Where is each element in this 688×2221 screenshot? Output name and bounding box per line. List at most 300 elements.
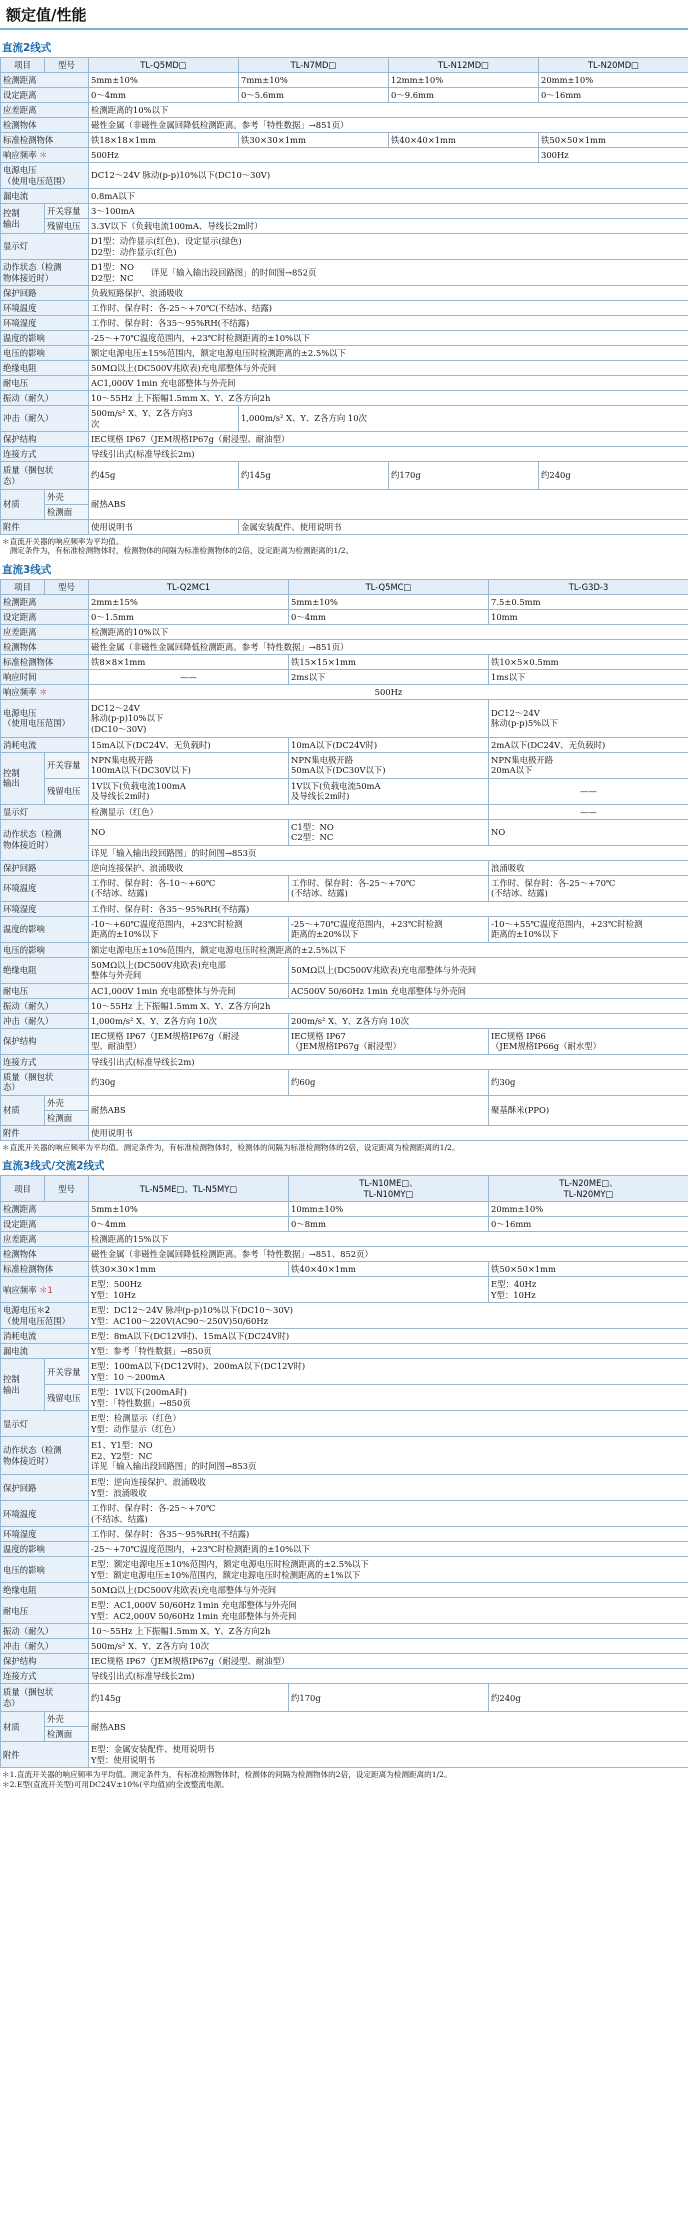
header-item: 项目 bbox=[1, 1176, 45, 1202]
table-row bbox=[1, 1329, 688, 1344]
table-row bbox=[1, 983, 688, 998]
cell: 10mA以下(DC24V时) bbox=[289, 737, 489, 752]
table-row bbox=[1, 1654, 688, 1669]
cell: 2ms以下 bbox=[289, 669, 489, 684]
cell: 工作时、保存时：各-25～+70℃ (不结冰、结露) bbox=[489, 875, 688, 901]
row-label: 冲击（耐久） bbox=[1, 1013, 89, 1028]
table-row bbox=[1, 845, 688, 860]
cell: DC12～24V 脉动(p-p)10%以下(DC10～30V) bbox=[89, 163, 688, 189]
cell-text: D1型：NO D2型：NC bbox=[91, 262, 134, 283]
table-row bbox=[1, 1202, 688, 1217]
cell: 铁8×8×1mm bbox=[89, 654, 289, 669]
row-label: 冲击（耐久） bbox=[1, 406, 89, 432]
cell: —— bbox=[489, 804, 688, 819]
row-label: 电压的影响 bbox=[1, 942, 89, 957]
cell: 铁50×50×1mm bbox=[539, 133, 688, 148]
header-col: TL-N20MD□ bbox=[539, 58, 688, 73]
cell: —— bbox=[489, 778, 688, 804]
table-row bbox=[1, 1684, 688, 1712]
table-row bbox=[1, 234, 688, 260]
table-row bbox=[1, 163, 688, 189]
cell: 10～55Hz 上下振幅1.5mm X、Y、Z各方向2h bbox=[89, 1624, 688, 1639]
cell: DC12～24V 脉动(p-p)5%以下 bbox=[489, 699, 688, 737]
cell: 聚基酥米(PPO) bbox=[489, 1095, 688, 1125]
row-label: 材质 bbox=[1, 490, 45, 520]
table-row bbox=[1, 406, 688, 432]
header-col: TL-N12MD□ bbox=[389, 58, 539, 73]
cell: 12mm±10% bbox=[389, 73, 539, 88]
cell: 负载短路保护、浪涌吸收 bbox=[89, 286, 688, 301]
row-label: 控制 输出 bbox=[1, 1359, 45, 1411]
table-row bbox=[1, 1028, 688, 1054]
row-label: 应差距离 bbox=[1, 1232, 89, 1247]
table-row bbox=[1, 490, 688, 505]
row-label: 显示灯 bbox=[1, 804, 89, 819]
sub-label: 开关容量 bbox=[45, 752, 89, 778]
cell: -25～+70℃温度范围内，+23℃时检测 距离的±20%以下 bbox=[289, 916, 489, 942]
cell: 500m/s² X、Y、Z各方向 10次 bbox=[89, 1639, 688, 1654]
page-title: 额定值/性能 bbox=[0, 0, 688, 30]
cell: 0～4mm bbox=[89, 88, 239, 103]
cell: DC12～24V 脉动(p-p)10%以下 (DC10～30V) bbox=[89, 699, 489, 737]
cell: 铁30×30×1mm bbox=[89, 1262, 289, 1277]
cell: 铁10×5×0.5mm bbox=[489, 654, 688, 669]
row-label: 电压的影响 bbox=[1, 1557, 89, 1583]
cell: 约240g bbox=[539, 462, 688, 490]
row-label: 环境湿度 bbox=[1, 316, 89, 331]
table-row bbox=[1, 624, 688, 639]
cell: 铁18×18×1mm bbox=[89, 133, 239, 148]
sub-label: 检测面 bbox=[45, 1110, 89, 1125]
cell: 0～5.6mm bbox=[239, 88, 389, 103]
table-row bbox=[1, 204, 688, 219]
cell: -10～+55℃温度范围内，+23℃时检测 距离的±10%以下 bbox=[489, 916, 688, 942]
header-col: TL-N20ME□、 TL-N20MY□ bbox=[489, 1176, 688, 1202]
cell: IEC规格 IP67（JEM规格IP67g（耐浸型、耐油型） bbox=[89, 1654, 688, 1669]
cell: 使用说明书 bbox=[89, 1125, 688, 1140]
cell: 工作时、保存时：各-25～+70℃ (不结冰、结露) bbox=[89, 1501, 688, 1527]
cell: 5mm±10% bbox=[289, 594, 489, 609]
cell: 约45g bbox=[89, 462, 239, 490]
table-row bbox=[1, 376, 688, 391]
table-row bbox=[1, 737, 688, 752]
cell: E型：1V以下(200mA时) Y型：「特性数据」→850页 bbox=[89, 1385, 688, 1411]
row-label: 温度的影响 bbox=[1, 1542, 89, 1557]
table-row bbox=[1, 1217, 688, 1232]
row-label: 绝缘电阻 bbox=[1, 361, 89, 376]
row-label: 环境湿度 bbox=[1, 901, 89, 916]
table-row bbox=[1, 901, 688, 916]
row-label: 漏电流 bbox=[1, 189, 89, 204]
cell: 耐热ABS bbox=[89, 1712, 688, 1742]
table-row bbox=[1, 219, 688, 234]
row-label: 保护回路 bbox=[1, 286, 89, 301]
table-row bbox=[1, 957, 688, 983]
table-row bbox=[1, 752, 688, 778]
cell: NPN集电极开路 20mA以下 bbox=[489, 752, 688, 778]
sub-label: 残留电压 bbox=[45, 219, 89, 234]
cell: 检测距离的15%以下 bbox=[89, 1232, 688, 1247]
row-label: 控制 输出 bbox=[1, 752, 45, 804]
row-label: 环境温度 bbox=[1, 875, 89, 901]
row-label: 显示灯 bbox=[1, 234, 89, 260]
cell: 15mA以下(DC24V、无负载时) bbox=[89, 737, 289, 752]
sub-label: 检测面 bbox=[45, 1727, 89, 1742]
cell: NPN集电极开路 100mA以下(DC30V以下) bbox=[89, 752, 289, 778]
sub-label: 开关容量 bbox=[45, 1359, 89, 1385]
row-label: 应差距离 bbox=[1, 624, 89, 639]
row-label: 电源电压 （使用电压范围） bbox=[1, 163, 89, 189]
footnote: ＊直流开关器的响应频率为平均值。测定条件为，有标准检测物体时，检测体的间隔为标准检测物体的2倍，设定距离为检测距离的1/2。 bbox=[2, 1142, 460, 1152]
cell: IEC规格 IP67（JEM规格IP67g（耐浸型、耐油型） bbox=[89, 432, 688, 447]
row-label: 标准检测物体 bbox=[1, 133, 89, 148]
footnote-mark: ＊1 bbox=[39, 1284, 53, 1295]
table-row bbox=[1, 1125, 688, 1140]
cell-text: 详见「输入输出段回路图」的时间图→852页 bbox=[151, 267, 317, 278]
cell: -25～+70℃温度范围内，+23℃时检测距离的±10%以下 bbox=[89, 331, 688, 346]
cell: 1V以下(负载电流100mA 及导线长2m时) bbox=[89, 778, 289, 804]
table-row bbox=[1, 1583, 688, 1598]
table-row bbox=[1, 942, 688, 957]
header-col: TL-G3D-3 bbox=[489, 579, 688, 594]
row-label: 检测距离 bbox=[1, 594, 89, 609]
cell: 300Hz bbox=[539, 148, 688, 163]
table-row bbox=[1, 1277, 688, 1303]
cell: 200m/s² X、Y、Z各方向 10次 bbox=[289, 1013, 688, 1028]
row-label: 保护结构 bbox=[1, 1654, 89, 1669]
cell bbox=[89, 260, 688, 286]
cell: 0～4mm bbox=[89, 1217, 289, 1232]
cell: 2mm±15% bbox=[89, 594, 289, 609]
cell: E型：40Hz Y型：10Hz bbox=[489, 1277, 688, 1303]
cell: 3.3V以下（负载电流100mA、导线长2m时） bbox=[89, 219, 688, 234]
table-row bbox=[1, 301, 688, 316]
table-row bbox=[1, 819, 688, 845]
table-row bbox=[1, 1437, 688, 1475]
row-label: 检测距离 bbox=[1, 1202, 89, 1217]
cell: 1,000m/s² X、Y、Z各方向 10次 bbox=[239, 406, 688, 432]
table-row bbox=[1, 447, 688, 462]
cell: -25～+70℃温度范围内，+23℃时检测距离的±10%以下 bbox=[89, 1542, 688, 1557]
sub-label: 外壳 bbox=[45, 1095, 89, 1110]
row-label: 连接方式 bbox=[1, 1054, 89, 1069]
table-row bbox=[1, 594, 688, 609]
sub-label: 外壳 bbox=[45, 1712, 89, 1727]
table-row bbox=[1, 1501, 688, 1527]
cell: IEC规格 IP66 （JEM规格IP66g（耐水型） bbox=[489, 1028, 688, 1054]
cell: 0～8mm bbox=[289, 1217, 489, 1232]
table-row bbox=[1, 804, 688, 819]
table-row bbox=[1, 916, 688, 942]
row-label: 环境温度 bbox=[1, 301, 89, 316]
header-col: TL-N5ME□、TL-N5MY□ bbox=[89, 1176, 289, 1202]
cell: 约170g bbox=[389, 462, 539, 490]
cell: 0～9.6mm bbox=[389, 88, 539, 103]
cell: 500Hz bbox=[89, 148, 539, 163]
header-model: 型号 bbox=[45, 1176, 89, 1202]
cell: E型：检测显示（红色） Y型：动作显示（红色） bbox=[89, 1411, 688, 1437]
table-row bbox=[1, 1542, 688, 1557]
row-label: 设定距离 bbox=[1, 1217, 89, 1232]
label-text: 响应频率 bbox=[3, 686, 37, 697]
spec-table-dc3wire bbox=[0, 579, 688, 1141]
table-row bbox=[1, 88, 688, 103]
row-label: 电源电压 （使用电压范围） bbox=[1, 699, 89, 737]
header-model: 型号 bbox=[45, 58, 89, 73]
cell: 7mm±10% bbox=[239, 73, 389, 88]
table-row bbox=[1, 260, 688, 286]
cell: 50MΩ以上(DC500V兆欧表)充电部整体与外壳间 bbox=[89, 361, 688, 376]
row-label: 连接方式 bbox=[1, 447, 89, 462]
cell: 磁性金属（非磁性金属回降低检测距离。参考「特性数据」→851页） bbox=[89, 118, 688, 133]
table-row bbox=[1, 609, 688, 624]
cell: NO bbox=[489, 819, 688, 845]
table-row bbox=[1, 699, 688, 737]
table-row bbox=[1, 1527, 688, 1542]
cell: C1型：NO C2型：NC bbox=[289, 819, 489, 845]
cell: 10～55Hz 上下振幅1.5mm X、Y、Z各方向2h bbox=[89, 998, 688, 1013]
header-col: TL-N7MD□ bbox=[239, 58, 389, 73]
row-label: 材质 bbox=[1, 1095, 45, 1125]
row-label: 电源电压＊2 （使用电压范围） bbox=[1, 1303, 89, 1329]
footnote: ＊1.直流开关器的响应频率为平均值。测定条件为，有标准检测物体时，检测体的间隔为检测物体的2倍，设定距离为检测距离的1/2。 ＊2.E型(直流开关型)可用DC24V±10%(平均值)的全波整流电源。 bbox=[2, 1770, 452, 1789]
row-label: 检测物体 bbox=[1, 118, 89, 133]
row-label: 温度的影响 bbox=[1, 916, 89, 942]
cell: 详见「输入输出段回路图」的时间图→853页 bbox=[89, 845, 688, 860]
row-label: 保护结构 bbox=[1, 432, 89, 447]
cell: 铁15×15×1mm bbox=[289, 654, 489, 669]
row-label: 连接方式 bbox=[1, 1669, 89, 1684]
table-row bbox=[1, 133, 688, 148]
cell: 1,000m/s² X、Y、Z各方向 10次 bbox=[89, 1013, 289, 1028]
cell: 3～100mA bbox=[89, 204, 688, 219]
cell: 10mm±10% bbox=[289, 1202, 489, 1217]
table-row bbox=[1, 103, 688, 118]
row-label: 绝缘电阻 bbox=[1, 1583, 89, 1598]
section-title-dc2wire: 直流2线式 bbox=[2, 42, 52, 54]
row-label: 振动（耐久） bbox=[1, 1624, 89, 1639]
cell: 7.5±0.5mm bbox=[489, 594, 688, 609]
cell: 金属安装配件、使用说明书 bbox=[239, 520, 688, 535]
table-row bbox=[1, 1344, 688, 1359]
cell: E型：500Hz Y型：10Hz bbox=[89, 1277, 489, 1303]
cell: E型：AC1,000V 50/60Hz 1min 充电部整体与外壳间 Y型：AC2,000V 50/60Hz 1min 充电部整体与外壳间 bbox=[89, 1598, 688, 1624]
cell: 0～16mm bbox=[489, 1217, 688, 1232]
table-row bbox=[1, 346, 688, 361]
row-label: 质量（捆包状 态） bbox=[1, 462, 89, 490]
row-label: 耐电压 bbox=[1, 376, 89, 391]
row-label: 附件 bbox=[1, 1742, 89, 1768]
table-row bbox=[1, 432, 688, 447]
cell: 磁性金属（非磁性金属回降低检测距离。参考「特性数据」→851页） bbox=[89, 639, 688, 654]
table-row bbox=[1, 1557, 688, 1583]
row-label: 应差距离 bbox=[1, 103, 89, 118]
cell: E1、Y1型：NO E2、Y2型：NC 详见「输入输出段回路图」的时间图→853页 bbox=[89, 1437, 688, 1475]
header-col: TL-Q5MD□ bbox=[89, 58, 239, 73]
header-col: TL-N10ME□、 TL-N10MY□ bbox=[289, 1176, 489, 1202]
footnote: ＊直流开关器的响应频率为平均值。 测定条件为，有标准检测物体时，检测物体的间隔为标准检测物体的2倍，设定距离为检测距离的1/2。 bbox=[2, 537, 354, 556]
row-label: 振动（耐久） bbox=[1, 998, 89, 1013]
row-label: 绝缘电阻 bbox=[1, 957, 89, 983]
sub-label: 残留电压 bbox=[45, 778, 89, 804]
row-label: 环境湿度 bbox=[1, 1527, 89, 1542]
table-row bbox=[1, 1639, 688, 1654]
table-row bbox=[1, 1359, 688, 1385]
cell: 铁40×40×1mm bbox=[389, 133, 539, 148]
table-row bbox=[1, 316, 688, 331]
cell: 0～16mm bbox=[539, 88, 688, 103]
header-col: TL-Q2MC1 bbox=[89, 579, 289, 594]
table-header-row bbox=[1, 1176, 688, 1202]
table-header-row bbox=[1, 58, 688, 73]
table-row bbox=[1, 391, 688, 406]
cell: 铁40×40×1mm bbox=[289, 1262, 489, 1277]
footnote-mark: ＊ bbox=[39, 686, 48, 697]
sub-label: 检测面 bbox=[45, 505, 89, 520]
cell: 使用说明书 bbox=[89, 520, 239, 535]
row-label: 质量（捆包状 态） bbox=[1, 1069, 89, 1095]
cell: 1ms以下 bbox=[489, 669, 688, 684]
table-row bbox=[1, 778, 688, 804]
table-row bbox=[1, 331, 688, 346]
cell: 工作时、保存时：各35～95%RH(不结露) bbox=[89, 1527, 688, 1542]
table-row bbox=[1, 1054, 688, 1069]
cell: 铁50×50×1mm bbox=[489, 1262, 688, 1277]
table-row bbox=[1, 1598, 688, 1624]
table-row bbox=[1, 639, 688, 654]
row-label: 控制 输出 bbox=[1, 204, 45, 234]
cell: E型：100mA以下(DC12V时)、200mA以下(DC12V时) Y型：10 ～200mA bbox=[89, 1359, 688, 1385]
cell: 工作时、保存时：各35～95%RH(不结露) bbox=[89, 901, 688, 916]
spec-table-dc3wire-ac2wire bbox=[0, 1175, 688, 1768]
cell: 20mm±10% bbox=[539, 73, 688, 88]
table-row bbox=[1, 684, 688, 699]
cell: 0～4mm bbox=[289, 609, 489, 624]
row-label: 设定距离 bbox=[1, 88, 89, 103]
cell: IEC规格 IP67 （JEM规格IP67g（耐浸型） bbox=[289, 1028, 489, 1054]
cell: 工作时、保存时：各-25～+70℃(不结冰、结露) bbox=[89, 301, 688, 316]
footnote-mark: ＊ bbox=[39, 149, 48, 160]
row-label: 设定距离 bbox=[1, 609, 89, 624]
cell: 磁性金属（非磁性金属回降低检测距离。参考「特性数据」→851、852页） bbox=[89, 1247, 688, 1262]
table-row bbox=[1, 73, 688, 88]
row-label: 保护回路 bbox=[1, 1475, 89, 1501]
table-row bbox=[1, 1262, 688, 1277]
table-row bbox=[1, 1247, 688, 1262]
row-label: 附件 bbox=[1, 1125, 89, 1140]
cell: AC500V 50/60Hz 1min 充电部整体与外壳间 bbox=[289, 983, 688, 998]
row-label: 消耗电流 bbox=[1, 1329, 89, 1344]
cell: AC1,000V 1min 充电部整体与外壳间 bbox=[89, 983, 289, 998]
cell: 约30g bbox=[489, 1069, 688, 1095]
table-row bbox=[1, 1303, 688, 1329]
table-row bbox=[1, 860, 688, 875]
row-label: 振动（耐久） bbox=[1, 391, 89, 406]
cell: 约145g bbox=[89, 1684, 289, 1712]
row-label bbox=[1, 684, 89, 699]
cell: 2mA以下(DC24V、无负载时) bbox=[489, 737, 688, 752]
cell: 额定电源电压±15%范围内，额定电源电压时检测距离的±2.5%以下 bbox=[89, 346, 688, 361]
table-row bbox=[1, 1742, 688, 1768]
table-row bbox=[1, 998, 688, 1013]
sub-label: 开关容量 bbox=[45, 204, 89, 219]
table-row bbox=[1, 1069, 688, 1095]
cell: 约30g bbox=[89, 1069, 289, 1095]
row-label: 检测物体 bbox=[1, 1247, 89, 1262]
table-row bbox=[1, 118, 688, 133]
cell: 约170g bbox=[289, 1684, 489, 1712]
table-row bbox=[1, 361, 688, 376]
cell: 逆向连接保护、浪涌吸收 bbox=[89, 860, 489, 875]
cell: 10mm bbox=[489, 609, 688, 624]
row-label: 漏电流 bbox=[1, 1344, 89, 1359]
row-label: 耐电压 bbox=[1, 1598, 89, 1624]
row-label: 标准检测物体 bbox=[1, 654, 89, 669]
cell: AC1,000V 1min 充电部整体与外壳间 bbox=[89, 376, 688, 391]
cell: 导线引出式(标准导线长2m) bbox=[89, 447, 688, 462]
cell: 检测显示（红色） bbox=[89, 804, 489, 819]
header-col: TL-Q5MC□ bbox=[289, 579, 489, 594]
row-label: 质量（捆包状 态） bbox=[1, 1684, 89, 1712]
section-title-dc3wire: 直流3线式 bbox=[2, 563, 52, 576]
table-row bbox=[1, 462, 688, 490]
row-label: 保护结构 bbox=[1, 1028, 89, 1054]
cell: 工作时、保存时：各-10～+60℃ (不结冰、结露) bbox=[89, 875, 289, 901]
table-row bbox=[1, 189, 688, 204]
cell: 20mm±10% bbox=[489, 1202, 688, 1217]
row-label: 显示灯 bbox=[1, 1411, 89, 1437]
cell: 约240g bbox=[489, 1684, 688, 1712]
table-row bbox=[1, 1475, 688, 1501]
cell: 浪涌吸收 bbox=[489, 860, 688, 875]
sub-label: 残留电压 bbox=[45, 1385, 89, 1411]
cell: 约60g bbox=[289, 1069, 489, 1095]
table-header-row bbox=[1, 579, 688, 594]
table-row bbox=[1, 1411, 688, 1437]
cell: 1V以下(负载电流50mA 及导线长2m时) bbox=[289, 778, 489, 804]
row-label: 保护回路 bbox=[1, 860, 89, 875]
table-row bbox=[1, 1712, 688, 1727]
cell: 工作时、保存时：各-25～+70℃ (不结冰、结露) bbox=[289, 875, 489, 901]
cell: 50MΩ以上(DC500V兆欧表)充电部 整体与外壳间 bbox=[89, 957, 289, 983]
header-model: 型号 bbox=[45, 579, 89, 594]
table-row bbox=[1, 1624, 688, 1639]
cell: 导线引出式(标准导线长2m) bbox=[89, 1669, 688, 1684]
label-text: 响应频率 bbox=[3, 1284, 37, 1295]
row-label: 响应时间 bbox=[1, 669, 89, 684]
table-row bbox=[1, 654, 688, 669]
row-label: 动作状态（检测 物体接近时） bbox=[1, 260, 89, 286]
cell: 约145g bbox=[239, 462, 389, 490]
cell: NPN集电极开路 50mA以下(DC30V以下) bbox=[289, 752, 489, 778]
row-label: 动作状态（检测 物体接近时） bbox=[1, 819, 89, 860]
row-label: 温度的影响 bbox=[1, 331, 89, 346]
sub-label: 外壳 bbox=[45, 490, 89, 505]
label-text: 响应频率 bbox=[3, 149, 37, 160]
cell: 工作时、保存时：各35～95%RH(不结露) bbox=[89, 316, 688, 331]
cell: 10～55Hz 上下振幅1.5mm X、Y、Z各方向2h bbox=[89, 391, 688, 406]
row-label: 检测物体 bbox=[1, 639, 89, 654]
row-label: 标准检测物体 bbox=[1, 1262, 89, 1277]
row-label: 材质 bbox=[1, 1712, 45, 1742]
cell: 耐热ABS bbox=[89, 490, 688, 520]
cell: 铁30×30×1mm bbox=[239, 133, 389, 148]
spec-table-dc2wire bbox=[0, 57, 688, 535]
section-title-dc3wire-ac2wire: 直流3线式/交流2线式 bbox=[2, 1160, 105, 1173]
cell: D1型：动作显示(红色)、设定显示(绿色) D2型：动作显示(红色) bbox=[89, 234, 688, 260]
table-row bbox=[1, 148, 688, 163]
cell: 额定电源电压±10%范围内，额定电源电压时检测距离的±2.5%以下 bbox=[89, 942, 688, 957]
